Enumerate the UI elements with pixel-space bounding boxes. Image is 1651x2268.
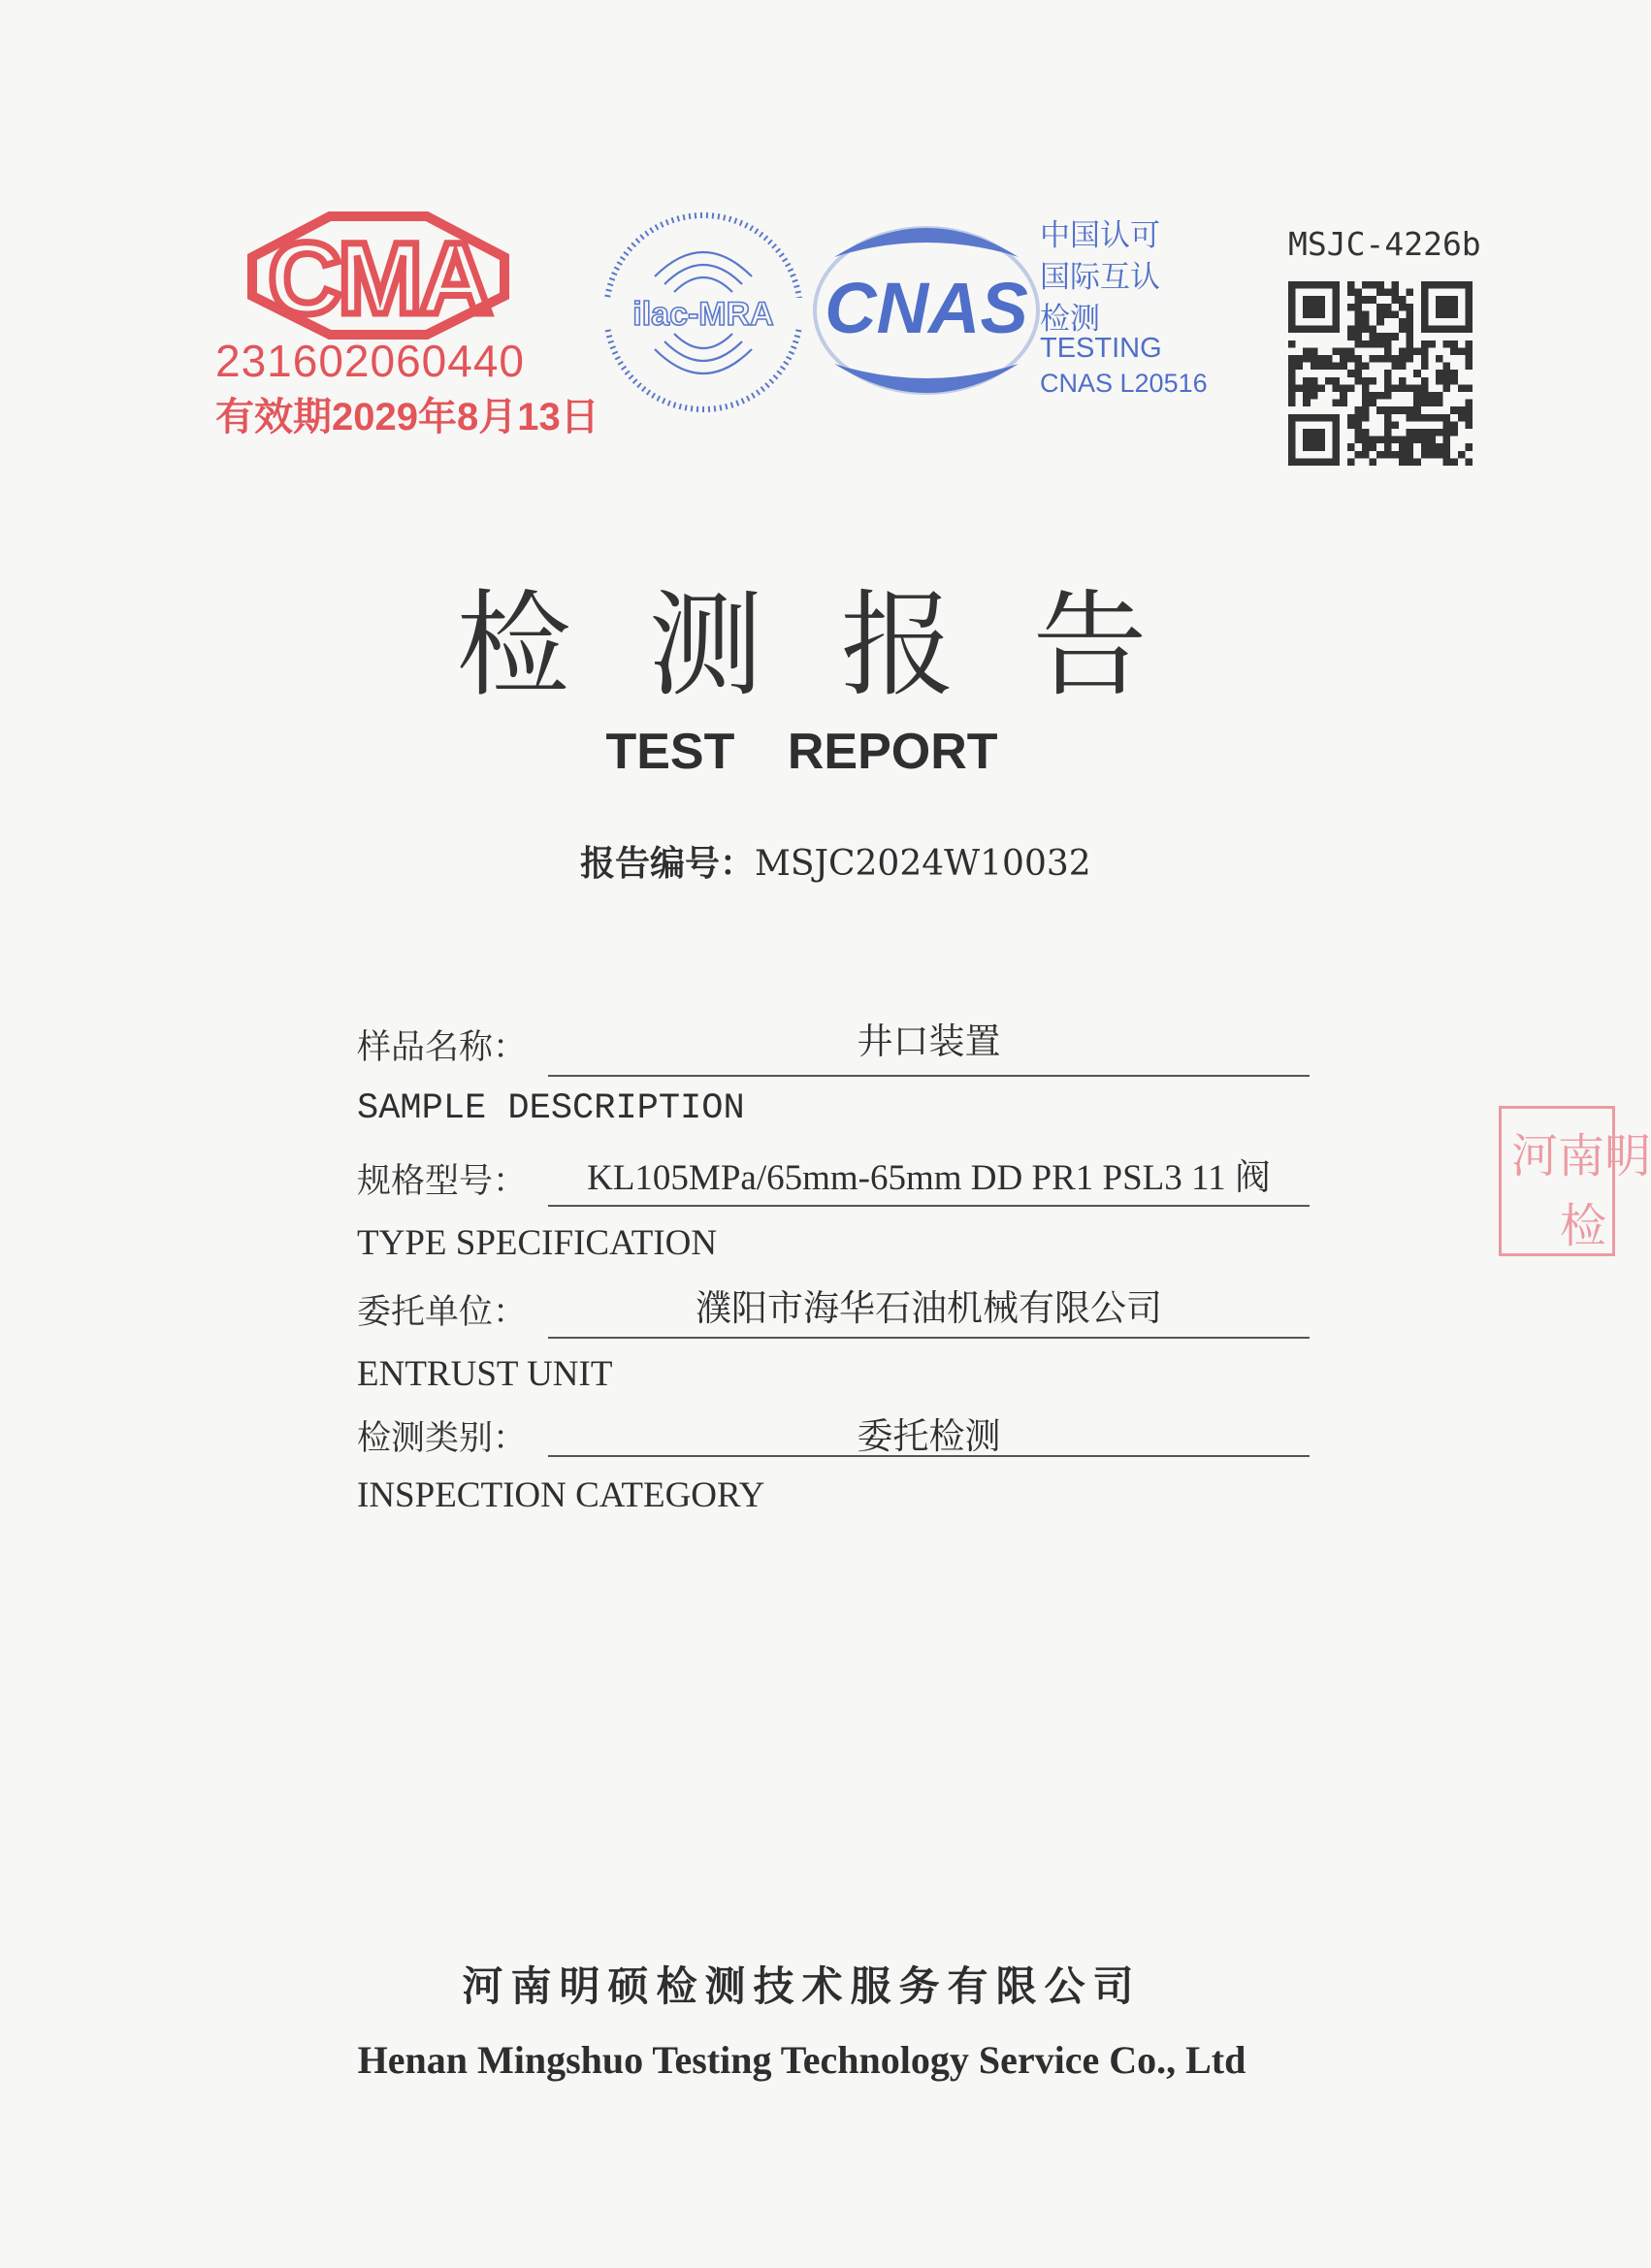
type-spec-underline — [548, 1205, 1310, 1207]
cnas-line-4: TESTING — [1040, 333, 1162, 364]
cnas-logo-text: CNAS — [825, 268, 1028, 348]
sample-name-value: 井口装置 — [857, 1022, 1001, 1062]
entrust-unit-value: 濮阳市海华石油机械有限公司 — [696, 1289, 1162, 1329]
report-number-value: MSJC2024W10032 — [755, 844, 1091, 884]
cnas-line-3: 检测 — [1040, 302, 1100, 336]
page-title: 检测报告 — [456, 578, 1225, 712]
inspection-category-label-en: INSPECTION CATEGORY — [357, 1475, 765, 1515]
cnas-line-1: 中国认可 — [1040, 218, 1160, 252]
company-seal — [1499, 1106, 1651, 1256]
inspection-category-underline — [548, 1455, 1310, 1457]
inspection-category-value: 委托检测 — [857, 1417, 1001, 1457]
cnas-line-2: 国际互认 — [1040, 260, 1160, 294]
cma-validity: 有效期2029年8月13日 — [215, 396, 599, 438]
type-spec-label: 规格型号： — [357, 1162, 528, 1201]
report-number-label: 报告编号： — [580, 844, 756, 884]
sample-name-underline — [548, 1075, 1310, 1077]
company-seal-line-1: 河南明 — [1511, 1129, 1651, 1183]
qr-code-icon[interactable] — [1288, 281, 1473, 466]
type-spec-value: KL105MPa/65mm-65mm DD PR1 PSL3 11 阀 — [587, 1158, 1271, 1198]
page-title-en: TEST REPORT — [605, 724, 998, 780]
company-seal-line-2: 检 — [1560, 1199, 1607, 1253]
report-number — [580, 836, 1091, 886]
entrust-unit-label: 委托单位： — [357, 1293, 528, 1332]
type-spec-label-en: TYPE SPECIFICATION — [357, 1223, 718, 1263]
cnas-logo — [805, 218, 1048, 403]
ilac-mra-logo — [601, 209, 805, 417]
sample-name-label-en: SAMPLE DESCRIPTION — [357, 1088, 745, 1129]
cma-number: 231602060440 — [215, 336, 525, 386]
inspection-category-label: 检测类别： — [357, 1419, 528, 1458]
qr-code-label: MSJC-4226b — [1288, 225, 1481, 263]
ilac-logo-text: ilac-MRA — [632, 296, 774, 333]
sample-name-label: 样品名称： — [357, 1028, 528, 1067]
cma-logo-text: CMA — [268, 222, 489, 336]
entrust-unit-underline — [548, 1337, 1310, 1339]
cnas-line-5: CNAS L20516 — [1040, 369, 1208, 398]
entrust-unit-label-en: ENTRUST UNIT — [357, 1354, 613, 1394]
company-name-en: Henan Mingshuo Testing Technology Service Co., Ltd — [357, 2038, 1246, 2082]
company-name-zh: 河南明硕检测技术服务有限公司 — [462, 1962, 1142, 2010]
